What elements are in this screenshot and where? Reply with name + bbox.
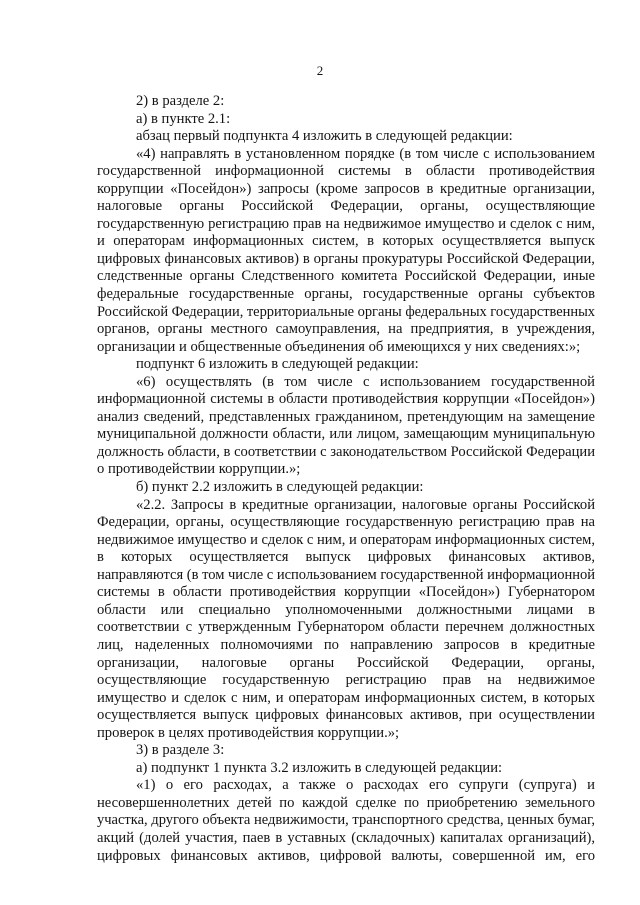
text-line: подпункт 6 изложить в следующей редакции: — [136, 356, 419, 373]
text-line: налоговые органы Российской Федерации, органы, осуществляющие — [97, 198, 595, 215]
text-line: а) подпункт 1 пункта 3.2 изложить в следующей редакции: — [136, 759, 503, 776]
text-line: коррупции «Посейдон») запросы (кроме запросов в кредитные организации, — [97, 180, 595, 197]
text-line: б) пункт 2.2 изложить в следующей редакции: — [136, 479, 424, 496]
text-line: недвижимое имущество и сделок с ним, и операторам информационных систем, — [97, 531, 595, 548]
text-line: о противодействии коррупции.»; — [97, 461, 301, 478]
text-line: проверок в целях противодействия коррупции.»; — [97, 724, 400, 741]
text-line: следственные органы Следственного комитета Российской Федерации, иные — [97, 268, 595, 285]
text-line: цифровых финансовых активов) в органы прокуратуры Российской Федерации, — [97, 250, 595, 267]
text-line: государственной информационной системы в области противодействия — [97, 163, 595, 180]
text-line: в которых осуществляется выпуск цифровых финансовых активов, — [97, 549, 595, 566]
text-line: и операторам информационных систем, в которых осуществляется выпуск — [97, 233, 595, 250]
text-line: 2) в разделе 2: — [136, 93, 225, 109]
text-line: направляются (в том числе с использованием государственной информационной — [97, 566, 595, 583]
text-line: Российской Федерации, территориальные органы федеральных государственных — [97, 303, 595, 320]
text-line: области или специально уполномоченными должностными лицами в — [97, 601, 595, 618]
text-line: осуществляющие государственную регистрацию прав на недвижимое — [97, 672, 595, 689]
text-line: имущество и сделок с ним, и операторам информационных систем, в которых — [97, 689, 595, 706]
text-line: «2.2. Запросы в кредитные организации, налоговые органы Российской — [136, 496, 595, 513]
text-line: организации и общественные объединения об имеющихся у них сведениях:»; — [97, 338, 581, 355]
text-line: абзац первый подпункта 4 изложить в следующей редакции: — [136, 128, 513, 145]
text-line: акций (долей участия, паев в уставных (складочных) капиталах организаций), — [97, 829, 595, 846]
text-line: органов, органы местного самоуправления, на предприятия, в учреждения, — [97, 321, 595, 338]
text-line: 3) в разделе 3: — [136, 742, 225, 759]
text-line: лиц, наделенных полномочиями по направлению запросов в кредитные — [97, 636, 595, 653]
text-line: цифровых финансовых активов, цифровой валюты, совершенной им, его — [97, 847, 595, 864]
text-line: «6) осуществлять (в том числе с использованием государственной — [136, 373, 595, 390]
text-line: федеральные государственные органы, государственные органы субъектов — [97, 286, 595, 303]
text-line: Федерации, органы, осуществляющие государственную регистрацию прав на — [97, 514, 595, 531]
text-line: муниципальной должности области, или лицом, замещающим муниципальную — [97, 426, 595, 443]
document-body — [97, 93, 595, 865]
text-line: организации, налоговые органы Российской Федерации, органы, — [97, 654, 595, 671]
page-number: 2 — [316, 63, 324, 78]
text-line: системы в области противодействия коррупции «Посейдон») Губернатором — [97, 584, 595, 601]
text-line: участка, другого объекта недвижимости, транспортного средства, ценных бумаг, — [97, 812, 595, 829]
text-line: а) в пункте 2.1: — [136, 110, 231, 127]
text-line: несовершеннолетних детей по каждой сделке по приобретению земельного — [97, 794, 595, 811]
text-line: государственную регистрацию прав на недвижимое имущество и сделок с ним, — [97, 215, 595, 232]
text-line: «4) направлять в установленном порядке (в том числе с использованием — [136, 145, 595, 162]
text-line: анализ сведений, представленных гражданином, претендующим на замещение — [97, 408, 595, 425]
text-line: осуществляется выпуск цифровых финансовых активов, при осуществлении — [97, 707, 595, 724]
text-line: должность области, в соответствии с законодательством Российской Федерации — [97, 443, 595, 460]
text-line: информационной системы в области противодействия коррупции «Посейдон») — [97, 391, 595, 408]
text-line: соответствии с утвержденным Губернатором области перечнем должностных — [97, 619, 595, 636]
text-line: «1) о его расходах, а также о расходах его супруги (супруга) и — [136, 777, 595, 794]
